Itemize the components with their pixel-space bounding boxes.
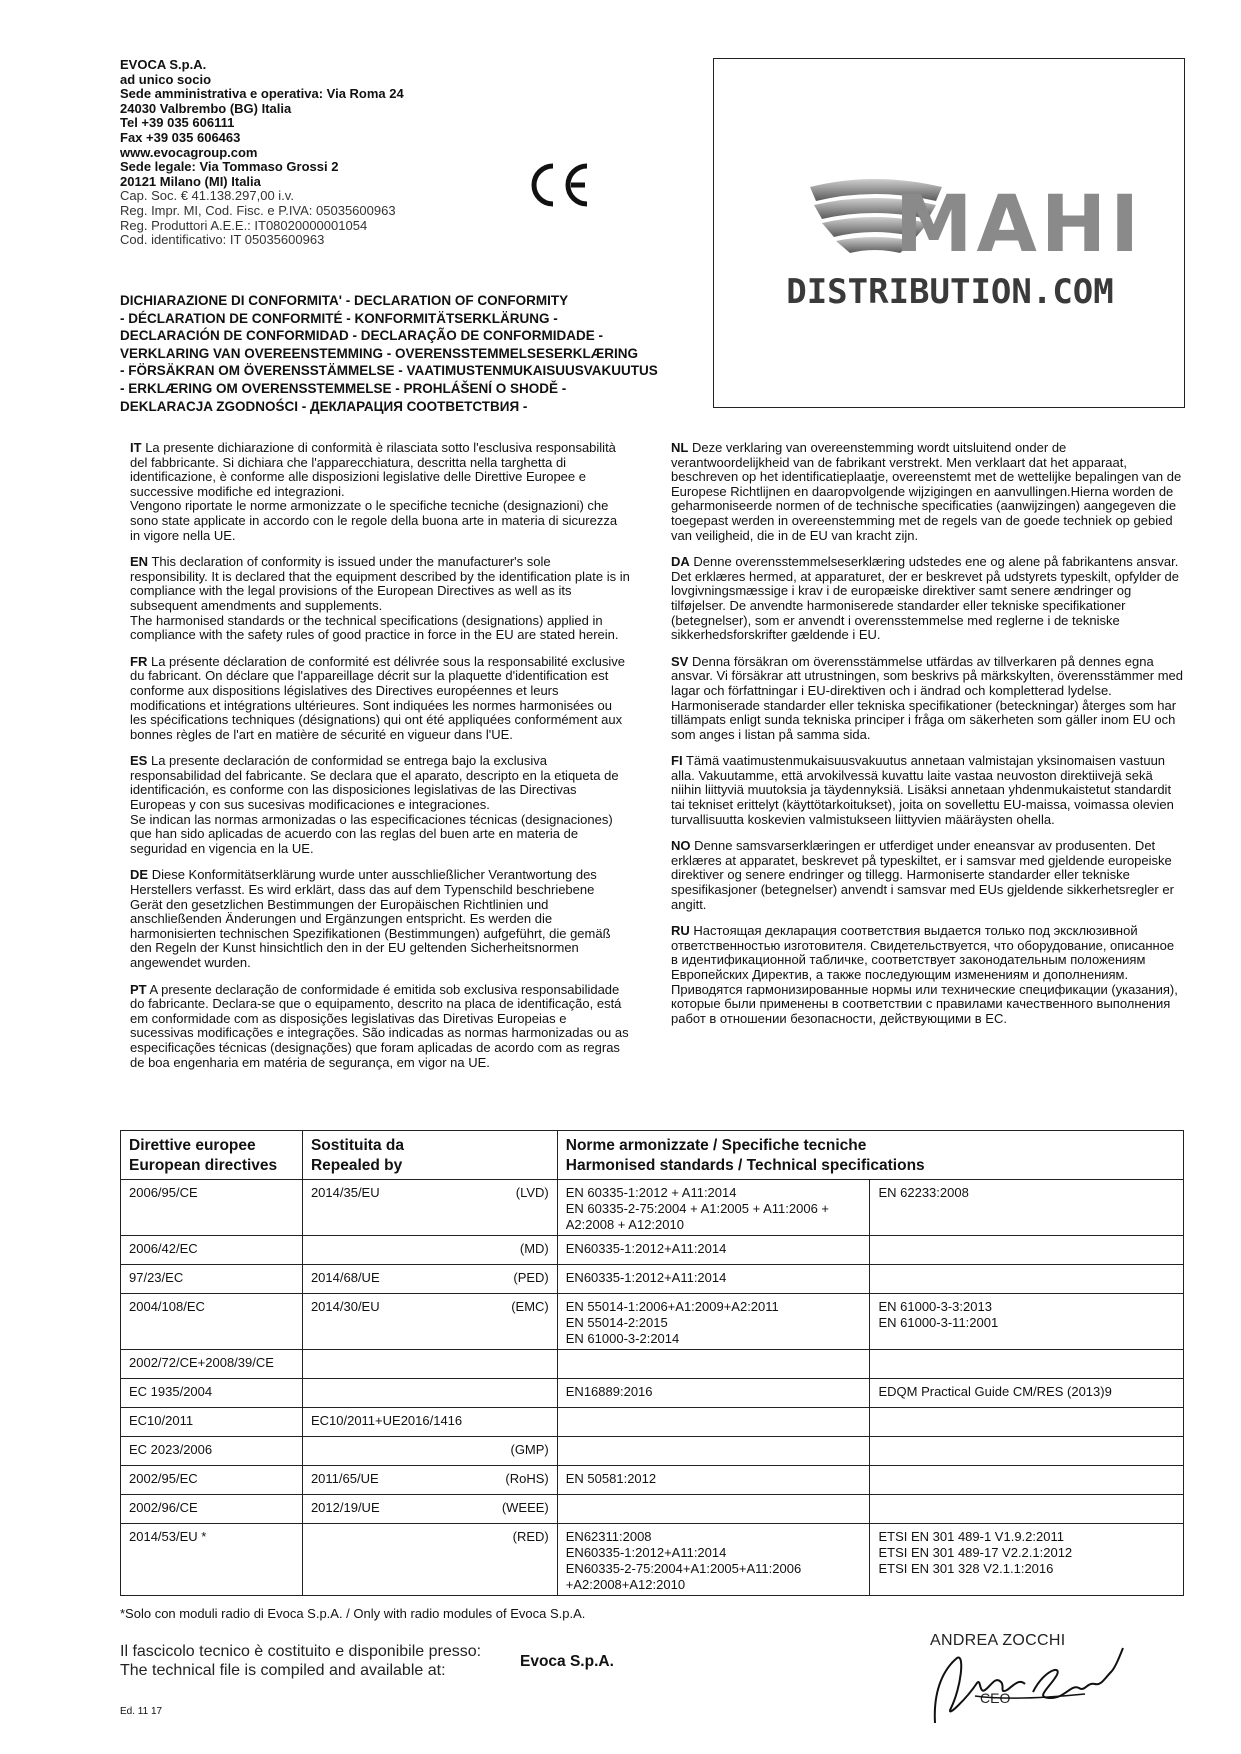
cell-standards-1 (557, 1437, 870, 1466)
cell-repealed (302, 1379, 557, 1408)
language-text: Tämä vaatimustenmukaisuusvakuutus annetaan valmistajan yksinomaisen vastuun alla. Vakuutamme, että arvokilvessä kuvattu laite vastaa neuvoston direktiivejä sekä niihin liittyviä muutoksia ja täydennyksiä. Lisäksi annetaan yhdenmukaistetut standardit tai tekniset erittelyt (käyttötarkoitukset), joita on sovellettu EU-maissa, voimassa olevien turvallisuutta koskevien valmistukseen liittyvien määräysten ohella. (671, 753, 1174, 827)
cell-repealed (302, 1236, 557, 1265)
directive-abbr: (WEEE) (501, 1500, 549, 1515)
language-text: This declaration of conformity is issued under the manufacturer's sole responsibility. It is declared that the equipment described by the identification plate is in compliance with the legal provisions of the European Directives as well as its subsequent amendments and supplements. The harmonised standards or the technical specifications (designations) applied in compliance with the safety rules of good practice in force in the EU are stated herein. (130, 554, 630, 643)
language-paragraph-es (130, 754, 630, 856)
technical-file-statement (120, 1642, 481, 1680)
cell-directive: 2002/95/EC (121, 1466, 303, 1495)
language-code: NL (671, 440, 689, 455)
cell-repealed (302, 1437, 557, 1466)
directive-abbr: (RED) (512, 1529, 549, 1544)
declaration-title-line: - DÉCLARATION DE CONFORMITÉ - KONFORMITÄTSERKLÄRUNG - (120, 310, 558, 326)
language-code: IT (130, 440, 142, 455)
declaration-title-line: DICHIARAZIONE DI CONFORMITA' - DECLARATION OF CONFORMITY (120, 293, 569, 308)
header-repealed-it: Sostituita da (310, 1137, 404, 1154)
signatory-name: ANDREA ZOCCHI (930, 1632, 1066, 1649)
cell-directive: 2014/53/EU * (121, 1524, 303, 1596)
table-row (121, 1350, 1184, 1379)
directive-abbr: (PED) (513, 1270, 549, 1285)
language-code: DE (130, 867, 149, 883)
company-fax: Fax +39 035 606463 (120, 129, 241, 145)
cell-repealed (302, 1495, 557, 1524)
directive-abbr: (MD) (519, 1241, 549, 1256)
language-code: RU (671, 923, 690, 939)
company-legal-city: 20121 Milano (MI) Italia (120, 173, 261, 189)
language-column-left (130, 441, 630, 1082)
cell-directive: 97/23/EC (121, 1265, 303, 1294)
table-row (121, 1437, 1184, 1466)
header-standards-en: Harmonised standards / Technical specifications (565, 1157, 925, 1174)
language-text: Deze verklaring van overeenstemming wordt uitsluitend onder de verantwoordelijkheid van de fabrikant verstrekt. Men verklaart dat het apparaat, beschreven op het identificatieplaatje, overeenstemt met de wettelijke bepalingen van de Europese Richtlijnen en daaropvolgende wijzigingen en aanvullingen.Hierna worden de geharmoniseerde normen of de technische specificaties (aanwijzingen) aangegeven die toegepast werden in overeenstemming met de regels van de goede techniek op gebied van veiligheid, die in de EU van kracht zijn. (671, 440, 1182, 543)
cell-directive: 2002/96/CE (121, 1495, 303, 1524)
cell-standards-2 (870, 1466, 1184, 1495)
table-row (121, 1180, 1184, 1236)
logo-box (713, 58, 1185, 408)
repealed-value: 2014/35/EU (310, 1185, 380, 1200)
directive-abbr: (RoHS) (505, 1471, 549, 1486)
repealed-value: 2012/19/UE (310, 1500, 380, 1515)
cell-standards-2: EN 61000-3-3:2013 EN 61000-3-11:2001 (870, 1294, 1184, 1350)
company-legal-office: Sede legale: Via Tommaso Grossi 2 (120, 159, 339, 175)
language-text: Настоящая декларация соответствия выдается только под эксклюзивной ответственностью изготовителя. Свидетельствуется, что оборудование, описанное в идентификационной табличке, соответствует законодательным положениям Европейских Директив, а также последующим изменениям и дополнениям. Приводятся гармонизированные нормы или технические спецификации (указания), которые были применены в соответствии с правилами качественного выполнения работ в отношении безопасности, действующими в ЕС. (671, 923, 1178, 1026)
language-text: A presente declaração de conformidade é emitida sob exclusiva responsabilidade do fabricante. Declara-se que o equipamento, descrito na placa de identificação, está em conformidade com as disposições legislativas das Diretivas Europeias e sucessivas modificações e integrações. São indicadas as normas harmonizadas ou as especificações técnicas (designações) que foram aplicadas de acordo com as regras de boa engenharia em matéria de segurança, em vigor na UE. (130, 981, 629, 1070)
company-sole-member: ad unico socio (120, 71, 212, 87)
table-row (121, 1294, 1184, 1350)
table-row (121, 1466, 1184, 1495)
signatory-role: CEO (980, 1690, 1011, 1706)
language-text: Denna försäkran om överensstämmelse utfärdas av tillverkaren på dennes egna ansvar. Vi försäkrar att utrustningen, som beskrivs på märkskylten, överensstämmer med lagar och författningar i EU-direktiven och i ändrad och kompletterad lydelse. Harmoniserade standarder eller tekniska specifikationer (beteckningar) återges som har tillämpats enligt sunda tekniska principer i fråga om säkerheten som gäller inom EU och som anges i listan på samma sida. (671, 653, 1184, 742)
language-paragraph-fi (671, 754, 1183, 827)
language-code: SV (671, 653, 689, 669)
cell-standards-2: ETSI EN 301 489-1 V1.9.2:2011 ETSI EN 301 489-17 V2.2.1:2012 ETSI EN 301 328 V2.1.1:2016 (870, 1524, 1184, 1596)
cell-standards-1: EN60335-1:2012+A11:2014 (557, 1265, 870, 1294)
company-registry: Reg. Impr. MI, Cod. Fisc. e P.IVA: 05035600963 (120, 202, 396, 218)
directive-abbr: (EMC) (511, 1299, 549, 1314)
cell-directive: 2004/108/EC (121, 1294, 303, 1350)
language-code: EN (130, 554, 149, 570)
cell-directive: 2006/95/CE (121, 1180, 303, 1236)
cell-directive: EC10/2011 (121, 1408, 303, 1437)
cell-directive: 2002/72/CE+2008/39/CE (121, 1350, 303, 1379)
handwritten-signature (915, 1628, 1135, 1738)
cell-standards-1: EN 55014-1:2006+A1:2009+A2:2011 EN 55014-2:2015 EN 61000-3-2:2014 (557, 1294, 870, 1350)
cell-repealed (302, 1294, 557, 1350)
repealed-value: 2011/65/UE (310, 1471, 379, 1486)
language-paragraph-it (130, 441, 630, 543)
declaration-title (120, 292, 710, 415)
language-text: Denne samsvarserklæringen er utferdiget under eneansvar av produsenten. Det erklæres at apparatet, beskrevet på typeskiltet, er i samsvar med gjeldende europeiske direktiver og senere endringer og tillegg. Harmoniserte standarder eller tekniske spesifikasjoner (betegnelser) anvendt i samsvar med EUs gjeldende sikkerhetsregler er angitt. (671, 838, 1174, 912)
cell-directive: EC 2023/2006 (121, 1437, 303, 1466)
language-paragraph-fr (130, 655, 630, 743)
table-row (121, 1379, 1184, 1408)
cell-repealed (302, 1466, 557, 1495)
directive-abbr: (GMP) (510, 1442, 549, 1457)
technical-file-company: Evoca S.p.A. (520, 1653, 614, 1670)
company-identifier: Cod. identificativo: IT 05035600963 (120, 232, 325, 248)
cell-standards-2 (870, 1236, 1184, 1265)
cell-standards-2: EDQM Practical Guide CM/RES (2013)9 (870, 1379, 1184, 1408)
repealed-value: 2014/30/EU (310, 1299, 380, 1314)
language-text: La presente declaración de conformidad se entrega bajo la exclusiva responsabilidad del fabricante. Se declara que el aparato, descripto en la etiqueta de identificación, es conforme con las disposiciones legislativas de las Directivas Europeas y con sus sucesivas modificaciones e integraciones. Se indican las normas armonizadas o las especificaciones técnicas (designaciones) que han sido aplicadas de acuerdo con las reglas del buen arte en materia de seguridad en vigencia en la UE. (130, 753, 619, 856)
language-code: DA (671, 554, 690, 570)
table-header-row (121, 1131, 1184, 1180)
cell-standards-2 (870, 1495, 1184, 1524)
declaration-title-line: DECLARACIÓN DE CONFORMIDAD - DECLARAÇÃO DE CONFORMIDADE - (120, 328, 603, 344)
company-capital: Cap. Soc. € 41.138.297,00 i.v. (120, 188, 294, 204)
company-producers: Reg. Produttori A.E.E.: IT08020000001054 (120, 217, 368, 233)
cell-standards-2 (870, 1265, 1184, 1294)
cell-standards-1: EN 60335-1:2012 + A11:2014 EN 60335-2-75:2004 + A1:2005 + A11:2006 + A2:2008 + A12:2010 (557, 1180, 870, 1236)
directive-abbr: (LVD) (515, 1185, 549, 1200)
header-repealed-en: Repealed by (310, 1157, 403, 1174)
cell-repealed (302, 1524, 557, 1596)
cell-standards-1: EN 50581:2012 (557, 1466, 870, 1495)
language-paragraph-en (130, 555, 630, 643)
cell-standards-2: EN 62233:2008 (870, 1180, 1184, 1236)
header-directives-it: Direttive europee (129, 1137, 256, 1154)
declaration-title-line: DEKLARACJA ZGODNOŚCI - ДЕКЛАРАЦИЯ СООТВЕТСТВИЯ - (120, 398, 528, 414)
table-row (121, 1495, 1184, 1524)
logo-bottom-text: DISTRIBUTION.COM (786, 272, 1114, 312)
cell-repealed (302, 1350, 557, 1379)
language-paragraph-da (671, 555, 1183, 643)
company-web: www.evocagroup.com (120, 144, 258, 160)
company-admin-office: Sede amministrativa e operativa: Via Roma 24 (120, 86, 404, 102)
language-paragraph-de (130, 868, 630, 970)
header-standards (557, 1131, 1183, 1180)
table-row (121, 1265, 1184, 1294)
cell-standards-2 (870, 1350, 1184, 1379)
table-row (121, 1408, 1184, 1437)
repealed-value: EC10/2011+UE2016/1416 (310, 1413, 463, 1428)
language-code: ES (130, 753, 148, 769)
cell-standards-1: EN60335-1:2012+A11:2014 (557, 1236, 870, 1265)
cell-standards-2 (870, 1408, 1184, 1437)
cell-repealed (302, 1408, 557, 1437)
header-directives (121, 1131, 303, 1180)
header-directives-en: European directives (129, 1157, 278, 1174)
header-repealed (302, 1131, 557, 1180)
declaration-title-line: - FÖRSÄKRAN OM ÖVERENSSTÄMMELSE - VAATIMUSTENMUKAISUUSVAKUUTUS (120, 363, 658, 379)
language-paragraph-ru (671, 924, 1183, 1026)
company-info (120, 58, 540, 248)
cell-standards-1: EN16889:2016 (557, 1379, 870, 1408)
language-paragraph-pt (130, 983, 630, 1071)
cell-standards-2 (870, 1437, 1184, 1466)
ce-mark-icon (527, 160, 591, 210)
declaration-title-line: VERKLARING VAN OVEREENSTEMMING - OVERENSSTEMMELSESERKLÆRING (120, 345, 639, 361)
table-row (121, 1524, 1184, 1596)
technical-file-it: Il fascicolo tecnico è costituito e disponibile presso: (120, 1643, 482, 1660)
company-tel: Tel +39 035 606111 (120, 115, 235, 131)
header-standards-it: Norme armonizzate / Specifiche tecniche (565, 1137, 867, 1154)
cell-directive: 2006/42/EC (121, 1236, 303, 1265)
language-text: Diese Konformitätserklärung wurde unter ausschließlicher Verantwortung des Herstellers verfasst. Es wird erklärt, dass das auf dem Typenschild beschriebene Gerät den gesetzlichen Bestimmungen der Europäischen Richtlinien und anschließenden Änderungen und Ergänzungen entspricht. Es werden die harmonisierten technischen Spezifikationen (Bestimmungen) aufgeführt, die gemäß den Regeln der Kunst hinsichtlich den in der EU geltenden Sicherheitsnormen angewendet wurden. (130, 867, 611, 970)
edition-code: Ed. 11 17 (120, 1706, 163, 1717)
footnote: *Solo con moduli radio di Evoca S.p.A. / Only with radio modules of Evoca S.p.A. (120, 1606, 586, 1621)
company-admin-city: 24030 Valbrembo (BG) Italia (120, 100, 292, 116)
cell-directive: EC 1935/2004 (121, 1379, 303, 1408)
language-code: FI (671, 753, 683, 769)
declaration-title-line: - ERKLÆRING OM OVERENSSTEMMELSE - PROHLÁŠENÍ O SHODĚ - (120, 380, 567, 396)
cell-standards-1 (557, 1350, 870, 1379)
cell-repealed (302, 1180, 557, 1236)
language-code: NO (671, 838, 691, 854)
cell-standards-1 (557, 1408, 870, 1437)
directives-table (120, 1130, 1184, 1596)
language-text: Denne overensstemmelseserklæring udstedes ene og alene på fabrikantens ansvar. Det erklæres hermed, at apparaturet, der er beskrevet på udstyrets typeskilt, opfylder de lovgivningsmæssige i krav i de europæiske direktiver samt senere ændringer og tilføjelser. De anvendte harmoniserede standarder eller tekniske specifikationer (betegnelser), som er anvendt i overensstemmelse med reglerne i de tekniske sikkerhedsforskrifter gældende i EU. (671, 554, 1179, 643)
language-paragraph-nl (671, 441, 1183, 543)
language-text: La presente dichiarazione di conformità è rilasciata sotto l'esclusiva responsabilità del fabbricante. Si dichiara che l'apparecchiatura, descritta nella targhetta di identificazione, è conforme alle disposizioni legislative delle Direttive Europee e successive modifiche ed integrazioni. Vengono riportate le norme armonizzate o le specifiche tecniche (designazioni) che sono state applicate in accordo con le regole della buona arte in materia di sicurezza in vigore nella UE. (130, 440, 618, 543)
cell-standards-1: EN62311:2008 EN60335-1:2012+A11:2014 EN60335-2-75:2004+A1:2005+A11:2006 +A2:2008+A12:2010 (557, 1524, 870, 1596)
technical-file-en: The technical file is compiled and available at: (120, 1662, 446, 1679)
cell-repealed (302, 1265, 557, 1294)
cell-standards-1 (557, 1495, 870, 1524)
logo-top-text: MAHI (894, 180, 1144, 270)
language-paragraph-sv (671, 655, 1183, 743)
language-text: La présente déclaration de conformité est délivrée sous la responsabilité exclusive du fabricant. On déclare que l'appareillage décrit sur la plaquette d'identification est conforme aux dispositions législatives des Directives européennes et leurs modifications et intégrations ultérieures. Sont indiquées les normes harmonisées ou les spécifications techniques (désignations) qui ont été appliquées conformément aux bonnes règles de l'art en matière de sécurité en vigueur dans l'UE. (130, 653, 626, 742)
language-column-right (671, 441, 1183, 1038)
language-paragraph-no (671, 839, 1183, 912)
language-code: PT (130, 981, 147, 997)
repealed-value: 2014/68/UE (310, 1270, 380, 1285)
mahi-distribution-logo (714, 59, 1184, 407)
table-row (121, 1236, 1184, 1265)
company-name: EVOCA S.p.A. (120, 57, 207, 72)
language-code: FR (130, 653, 148, 669)
